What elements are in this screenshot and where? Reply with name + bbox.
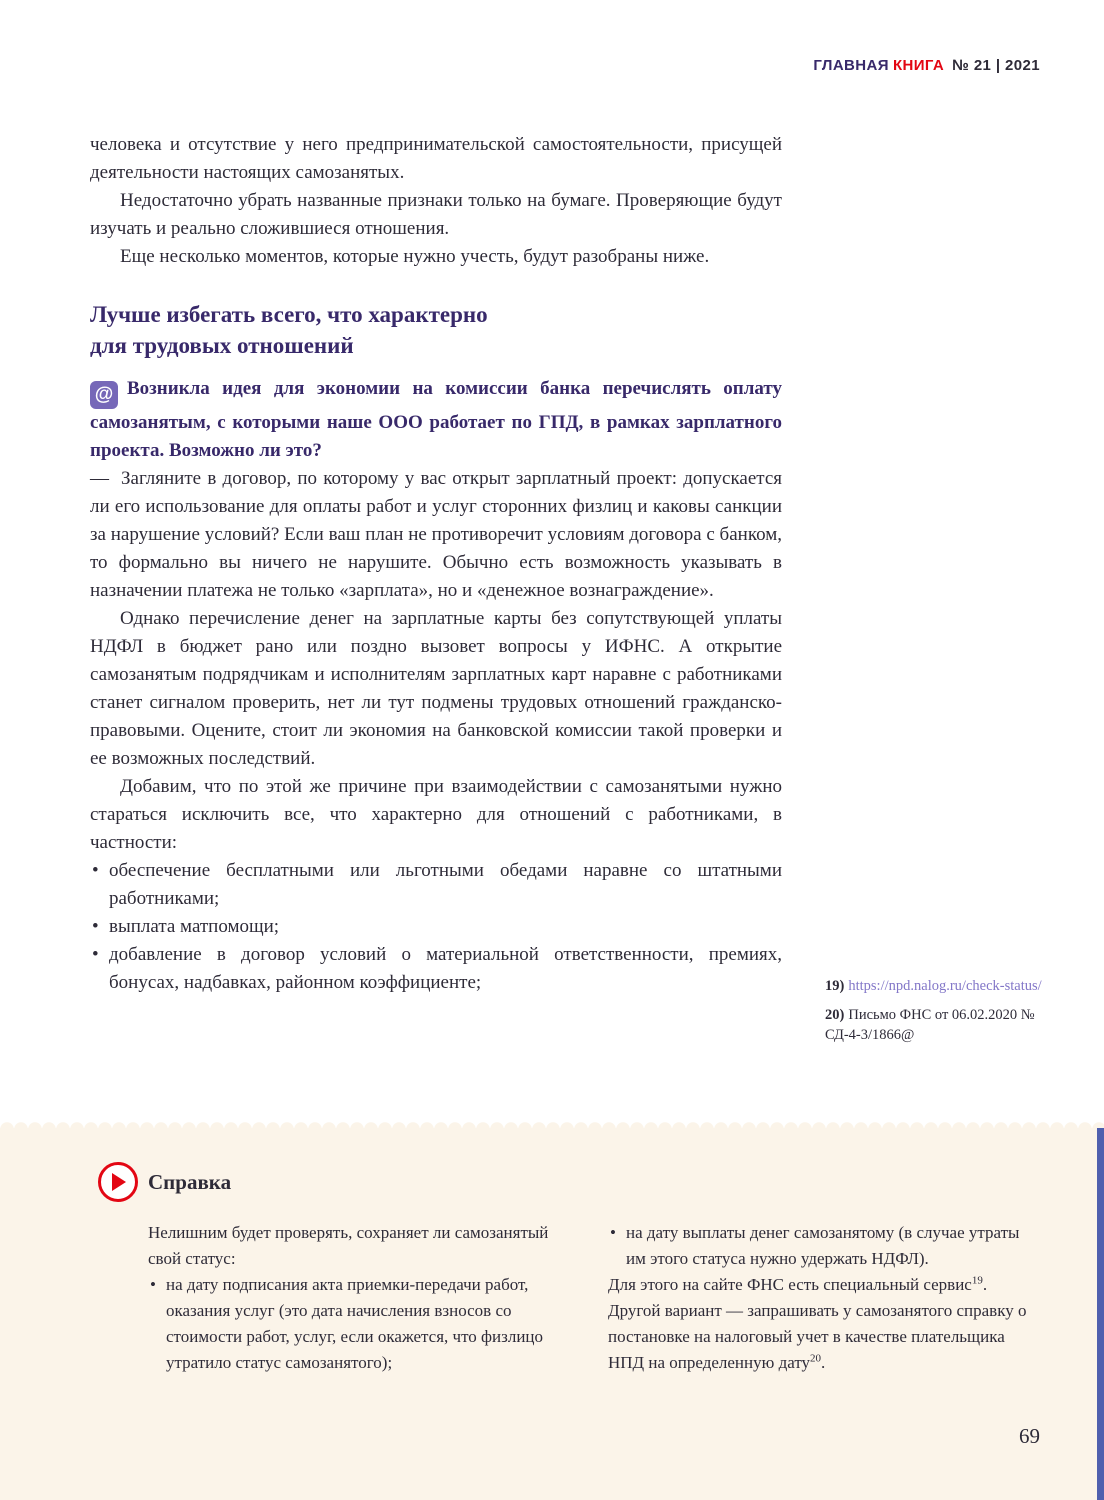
footnote-number: 20) [825,1007,845,1023]
reference-text-part: Для этого на сайте ФНС есть специальный сервис [608,1275,972,1294]
list-item: • обеспечение бесплатными или льготными обедами наравне со штатными работниками; [90,857,782,913]
brand-glavnaya: ГЛАВНАЯ [813,57,889,74]
footnote-number: 19) [825,978,845,994]
footnote-ref-20: 20 [810,1352,822,1365]
issue-number: № 21 | 2021 [952,57,1040,74]
reference-text-part: . Другой вариант — запрашивать у самозанятого справку о постановке на налоговый учет в качестве плательщика НПД на определенную дату [608,1275,1027,1372]
reference-left-list [148,1272,572,1376]
reference-intro: Нелишним будет проверять, сохраняет ли самозанятый свой статус: [148,1223,549,1268]
reference-text-part: . [821,1353,826,1372]
section-heading-line2: для трудовых отношений [90,333,354,358]
reader-question [90,375,782,465]
play-icon [98,1162,138,1202]
footnote-19 [825,976,1045,996]
reference-continuation [608,1272,1032,1376]
question-text: Возникла идея для экономии на комиссии банка перечислять оплату самозанятым, с которыми наше ООО работает по ГПД, в рамках зарплатного проекта. Возможно ли это? [90,378,782,461]
list-item: • выплата матпомощи; [90,913,782,941]
section-heading [90,299,782,361]
reference-left-column [148,1220,572,1376]
reference-box [0,1128,1104,1500]
reference-right-column [608,1220,1032,1376]
reference-title: Справка [148,1170,232,1194]
masthead [813,57,1040,74]
answer-text: Загляните в договор, по которому у вас открыт зарплатный проект: допускается ли его использование для оплаты работ и услуг сторонних физлиц и каковы санкции за нарушение условий? Если ваш план не противоречит условиям договора с банком, то формально вы ничего не нарушите. Обычно есть возможность указывать в назначении платежа не только «зарплата», но и «денежное вознаграждение». [90,468,782,601]
intro-paragraph-2: Недостаточно убрать названные признаки только на бумаге. Проверяющие будут изучать и реально сложившиеся отношения. [90,190,782,239]
footnote-ref-19: 19 [971,1274,983,1287]
answer-dash: — [90,468,109,489]
footnote-link[interactable]: https://npd.nalog.ru/check-status/ [848,978,1042,994]
list-item: • добавление в договор условий о материальной ответственности, премиях, бонусах, надбавках, районном коэффициенте; [90,941,782,997]
section-heading-line1: Лучше избегать всего, что характерно [90,302,488,327]
body-paragraph-1: Однако перечисление денег на зарплатные карты без сопутствующей уплаты НДФЛ в бюджет рано или поздно вызовет вопросы у ИФНС. А открытие самозанятым подрядчикам и исполнителям зарплатных карт наравне с работниками станет сигналом проверить, нет ли тут подмены трудовых отношений гражданско-правовыми. Оцените, стоит ли экономия на банковской комиссии такой проверки и ее возможных последствий. [90,608,782,769]
footnote-20 [825,1005,1045,1045]
reference-right-list [608,1220,1032,1272]
intro-paragraph-3: Еще несколько моментов, которые нужно учесть, будут разобраны ниже. [120,246,710,267]
list-item: • на дату подписания акта приемки-передачи работ, оказания услуг (это дата начисления взносов со стоимости работ, услуг, если окажется, что физлицо утратило статус самозанятого); [148,1272,572,1376]
intro-paragraph-1: человека и отсутствие у него предпринимательской самостоятельности, присущей деятельности настоящих самозанятых. [90,134,782,183]
brand-kniga: КНИГА [892,57,945,74]
scallop-edge [0,1121,1104,1129]
side-strip [1097,1128,1104,1500]
page-number: 69 [1019,1424,1040,1448]
footnote-text: Письмо ФНС от 06.02.2020 № СД-4-3/1866@ [825,1007,1035,1043]
bullet-list [90,857,782,997]
list-item: • на дату выплаты денег самозанятому (в случае утраты им этого статуса нужно удержать НДФЛ). [608,1220,1032,1272]
footnotes [825,976,1045,1054]
article-body [90,131,782,997]
at-icon: @ [90,381,118,409]
answer-paragraph [90,465,782,605]
body-paragraph-2: Добавим, что по этой же причине при взаимодействии с самозанятыми нужно стараться исключить все, что характерно для отношений с работниками, в частности: [90,776,782,853]
